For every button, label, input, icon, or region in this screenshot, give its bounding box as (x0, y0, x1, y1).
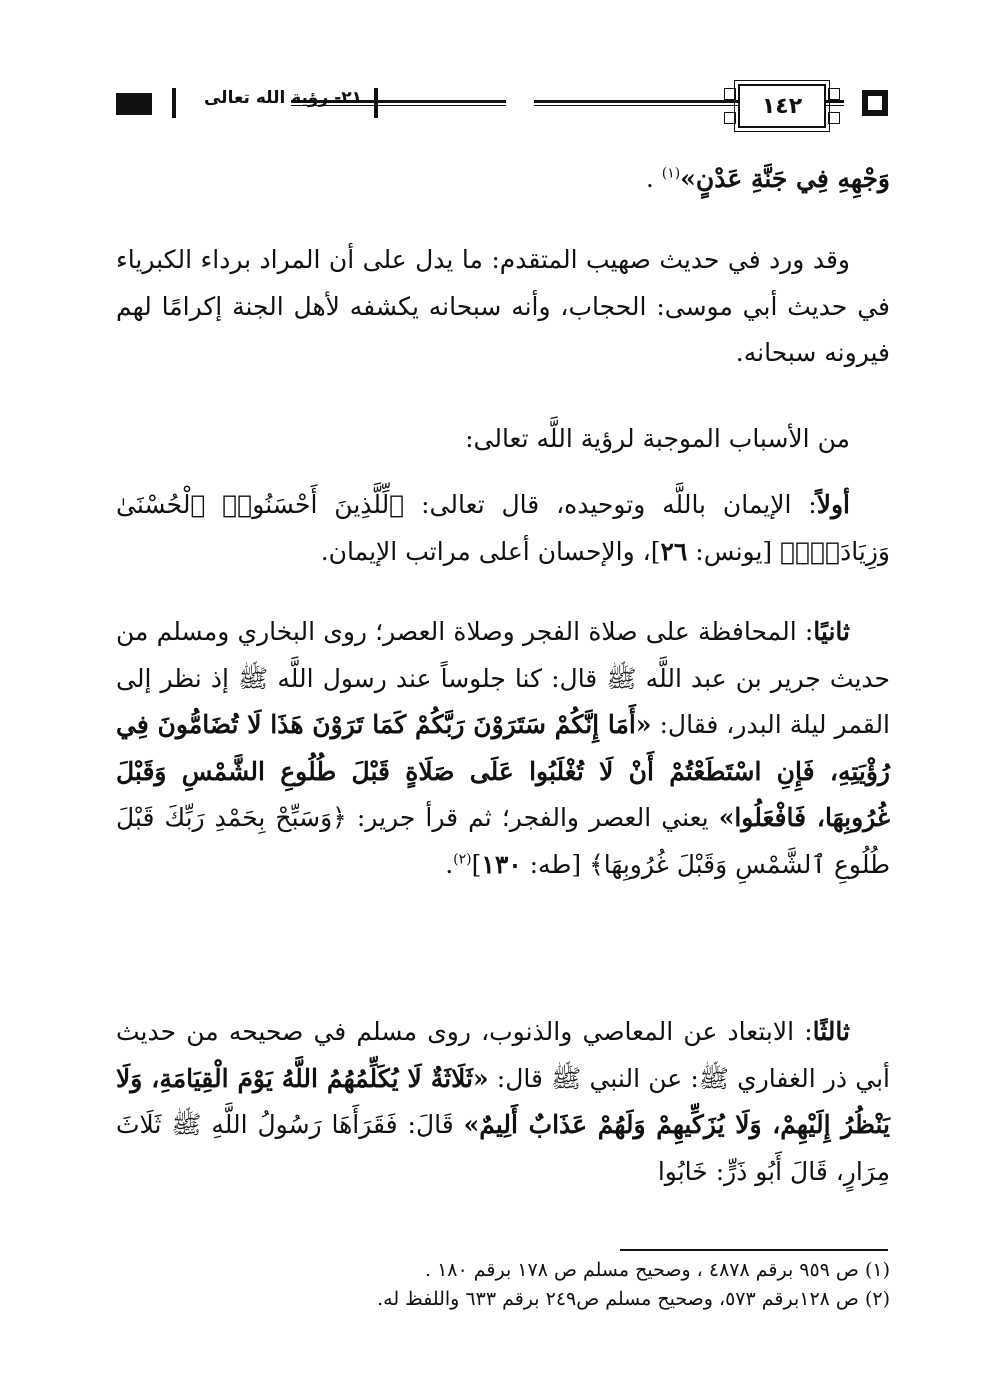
hadith-text: وَجْهِهِ فِي جَنَّةِ عَدْنٍ» (680, 164, 890, 193)
verse-reference: ١٣٠ (481, 849, 522, 879)
paragraph-text: : المحافظة على صلاة الفجر وصلاة العصر؛ روى البخاري ومسلم من حديث جرير بن عبد اللَّه ﷺ قال: كنا جلوساً عند رسول اللَّه ﷺ إذ نظر إلى القمر ليلة البدر، فقال: (116, 617, 891, 739)
footnote-divider (620, 1249, 888, 1251)
paragraph-text: وقد ورد في حديث صهيب المتقدم: ما يدل على أن المراد برداء الكبرياء في حديث أبي موسى: الحجاب، وأنه سبحانه يكشفه لأهل الجنة إكرامًا لهم فيرونه سبحانه. (116, 245, 890, 367)
footnote-2: (٢) ص ١٢٨برقم ٥٧٣، وصحيح مسلم ص٢٤٩ برقم ٦٣٣ واللفظ له. (377, 1288, 890, 1310)
hadith-text: «أَمَا إِنَّكُمْ سَتَرَوْنَ رَبَّكُمْ كَمَا تَرَوْنَ هَذَا لَا تُضَامُّونَ فِي رُؤْيَتِهِ، فَإِنِ اسْتَطَعْتُمْ أَنْ لَا تُغْلَبُوا عَلَى صَلَاةٍ قَبْلَ طُلُوعِ الشَّمْسِ وَقَبْلَ غُرُوبِهَا، فَافْعَلُوا» (116, 710, 891, 832)
paragraph-1 (116, 156, 890, 203)
header-end-square (862, 90, 888, 116)
page-number: ١٤٢ (761, 93, 803, 119)
verse-reference: ٢٦ (660, 536, 688, 566)
frame-ornament (828, 112, 840, 124)
frame-ornament (828, 88, 840, 100)
paragraph-5 (116, 609, 890, 888)
paragraph-text: قَالَ: فَقَرَأَهَا رَسُولُ اللَّهِ ﷺ ثَلَاثَ مِرَارٍ، قَالَ أَبُو ذَرٍّ: خَابُوا (116, 1110, 890, 1186)
item-label: ثانيًا (813, 617, 850, 646)
quran-verse: ﴿وَسَبِّحْ بِحَمْدِ رَبِّكَ قَبْلَ طُلُوعِ ٱلشَّمْسِ وَقَبْلَ غُرُوبِهَا﴾ (116, 803, 890, 879)
footnotes (116, 1256, 890, 1314)
running-header (116, 82, 890, 128)
paragraph-3 (116, 416, 890, 463)
paragraph-text: من الأسباب الموجبة لرؤية اللَّه تعالى: (465, 424, 850, 453)
footnote-1: (١) ص ٩٥٩ برقم ٤٨٧٨ ، وصحيح مسلم ص ١٧٨ برقم ١٨٠ . (425, 1259, 890, 1281)
paragraph-text: . (445, 849, 454, 879)
paragraph-6 (116, 1009, 890, 1195)
footnote-ref: (١) (661, 165, 681, 182)
chapter-title: ٢١- رؤية الله تعالى (203, 88, 363, 108)
paragraph-text: : الإيمان باللَّه وتوحيده، قال تعالى: (404, 490, 817, 519)
page-number-frame (738, 84, 826, 128)
paragraph-4 (116, 482, 890, 575)
paragraph-text: : الابتعاد عن المعاصي والذنوب، روى مسلم في صحيحه من حديث أبي ذر الغفاري ﷺ: عن النبي ﷺ قال: (116, 1017, 891, 1093)
item-label: ثالثًا (812, 1017, 850, 1046)
header-bar (172, 88, 176, 118)
frame-ornament (724, 88, 736, 100)
paragraph-text: ] (471, 849, 482, 879)
header-rule (162, 100, 170, 106)
paragraph-text: . (645, 164, 662, 193)
paragraph-text: [يونس: (687, 536, 781, 566)
paragraph-text: ]، والإحسان أعلى مراتب الإيمان. (320, 536, 661, 566)
frame-ornament (724, 112, 736, 124)
header-rule (291, 100, 506, 106)
paragraph-2 (116, 237, 890, 377)
paragraph-text: يعني العصر والفجر؛ ثم قرأ جرير: (346, 803, 719, 832)
hadith-text: «ثَلَاثَةٌ لَا يُكَلِّمُهُمُ اللَّهُ يَوْمَ الْقِيَامَةِ، وَلَا يَنْظُرُ إِلَيْهِمْ، وَلَا يُزَكِّيهِمْ وَلَهُمْ عَذَابٌ أَلِيمٌ» (116, 1063, 890, 1139)
paragraph-text: [طه: (521, 849, 590, 879)
header-black-block (116, 93, 152, 115)
item-label: أولاً (816, 490, 850, 519)
quran-verse: ﴿لِّلَّذِينَ أَحْسَنُوا۟ ٱلْحُسْنَىٰ وَزِيَادَةٌۖ﴾ (116, 490, 890, 566)
footnote-ref: (٢) (453, 851, 472, 868)
